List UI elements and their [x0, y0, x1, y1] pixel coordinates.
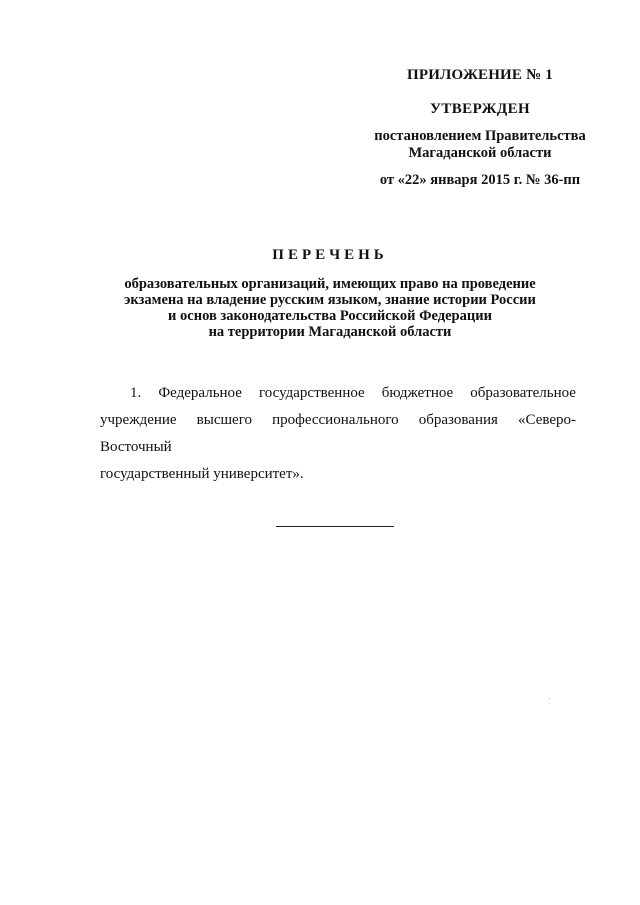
subtitle-line-3: и основ законодательства Российской Федерации: [168, 308, 492, 324]
document-heading: ПЕРЕЧЕНЬ: [272, 247, 388, 263]
list-item-word: бюджетное: [381, 385, 454, 401]
list-item-number: 1.: [130, 385, 142, 401]
list-item-word: образовательное: [470, 385, 576, 401]
scan-speck: [549, 698, 550, 699]
list-item-line-3: государственный университет».: [100, 466, 304, 482]
list-item-line-1: [100, 380, 576, 407]
list-item-word: Федеральное: [158, 385, 242, 401]
document-subtitle: [80, 276, 580, 340]
list-item: [100, 380, 576, 488]
list-item-line-2: [100, 407, 576, 461]
decree-line-2: Магаданской области: [408, 145, 552, 161]
approval-block: [350, 66, 610, 189]
subtitle-line-2: экзамена на владение русским языком, знание истории России: [124, 292, 536, 308]
decree-reference: [350, 128, 610, 162]
separator-line: [276, 526, 394, 527]
subtitle-line-4: на территории Магаданской области: [208, 324, 452, 340]
list-item-word: государственное: [258, 385, 365, 401]
appendix-number: ПРИЛОЖЕНИЕ № 1: [406, 67, 554, 83]
decree-date: от «22» января 2015 г. № 36-пп: [379, 172, 581, 188]
approved-label: УТВЕРЖДЕН: [429, 101, 531, 117]
decree-line-1: постановлением Правительства: [374, 128, 586, 144]
subtitle-line-1: образовательных организаций, имеющих право на проведение: [124, 276, 536, 292]
list-item-text: учреждение высшего профессионального образования «Северо-Восточный: [100, 412, 576, 455]
